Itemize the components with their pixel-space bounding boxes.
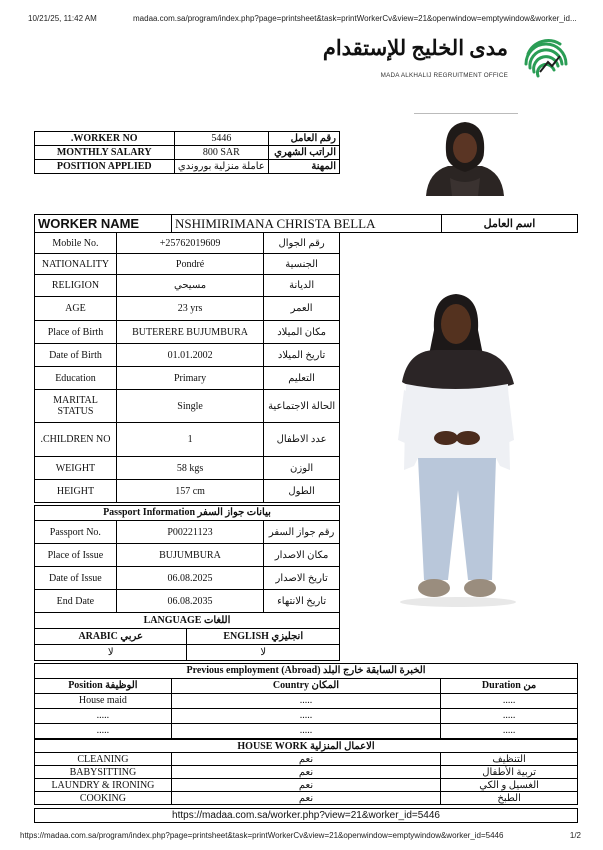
table-row [35,740,578,753]
detail-label: Place of Birth [35,321,117,344]
detail-label: WEIGHT [35,457,117,480]
detail-label-ar: رقم الجوال [264,233,340,254]
print-footer [0,828,603,844]
table-row [35,480,340,503]
detail-value: 58 kgs [116,457,263,480]
worker-name-label: WORKER NAME [35,215,172,233]
table-row [35,423,340,457]
table-row [35,753,578,766]
logo-mark-icon [518,34,574,90]
detail-label-ar: التعليم [264,367,340,390]
house-work-value: نعم [171,753,440,766]
table-row [35,694,578,709]
house-work-label: LAUNDRY & IRONING [35,779,172,792]
detail-label-ar: مكان الميلاد [264,321,340,344]
detail-label-ar: الديانة [264,275,340,297]
detail-value: مسيحي [116,275,263,297]
detail-value: 1 [116,423,263,457]
english-language-value: لا [187,645,340,661]
worker-profile-link[interactable]: https://madaa.com.sa/worker.php?view=21&worker_id=5446 [34,808,578,823]
passport-label: End Date [35,590,117,613]
prev-duration: ..... [441,724,578,739]
logo-english-text: MADA ALKHALIJ REGRUITMENT OFFICE [380,72,508,79]
worker-name-value: NSHIMIRIMANA CHRISTA BELLA [172,215,442,233]
detail-value: 01.01.2002 [116,344,263,367]
print-url-bottom: https://madaa.com.sa/program/index.php?page=printsheet&task=printWorkerCv&view=21&openwindow=emptywindow&worker_id=5446 [20,831,504,840]
passport-label: Date of Issue [35,567,117,590]
table-row [35,613,340,629]
passport-section-title: Passport Information بيانات جواز السفر [34,505,340,521]
detail-value: Single [116,390,263,423]
detail-label: Education [35,367,117,390]
table-row [35,233,340,254]
table-row [35,275,340,297]
detail-label-ar: الجنسية [264,254,340,275]
photo-separator [414,113,518,114]
passport-label-ar: تاريخ الانتهاء [264,590,340,613]
detail-label: RELIGION [35,275,117,297]
table-row [35,160,340,174]
table-row [35,215,578,233]
worker-portrait-photo [418,116,512,196]
english-language-label: ENGLISH انجليزي [187,629,340,645]
table-row [35,521,340,544]
prev-country: ..... [171,694,440,709]
worker-no-value: 5446 [174,132,269,146]
prev-duration: ..... [441,694,578,709]
detail-value: Pondré [116,254,263,275]
detail-value: BUTERERE BUJUMBURA [116,321,263,344]
table-row [35,792,578,805]
language-title: LANGUAGE اللغات [35,613,340,629]
prev-position: House maid [35,694,172,709]
house-work-value: نعم [171,792,440,805]
previous-employment-title: Previous employment (Abroad) الخبرة السابقة خارج البلد [35,664,578,679]
detail-label: Date of Birth [35,344,117,367]
table-row [35,367,340,390]
detail-label: NATIONALITY [35,254,117,275]
worker-no-label: .WORKER NO [35,132,175,146]
company-logo [322,34,574,90]
position-value: عاملة منزلية بوروندي [174,160,269,174]
detail-label-ar: العمر [264,297,340,321]
house-work-value: نعم [171,779,440,792]
detail-label: .CHILDREN NO [35,423,117,457]
detail-label-ar: الطول [264,480,340,503]
detail-value: Primary [116,367,263,390]
table-row [35,254,340,275]
passport-label-ar: رقم جواز السفر [264,521,340,544]
table-row [35,321,340,344]
prev-position: ..... [35,724,172,739]
detail-label: MARITAL STATUS [35,390,117,423]
table-row [35,344,340,367]
passport-value: 06.08.2025 [116,567,264,590]
house-work-label-ar: الطبخ [441,792,578,805]
detail-label: AGE [35,297,117,321]
table-row [35,590,340,613]
house-work-value: نعم [171,766,440,779]
passport-label: Place of Issue [35,544,117,567]
detail-label: HEIGHT [35,480,117,503]
duration-header: Duration من [441,679,578,694]
detail-value: +25762019609 [116,233,263,254]
detail-label-ar: عدد الاطفال [264,423,340,457]
prev-country: ..... [171,724,440,739]
house-work-label: BABYSITTING [35,766,172,779]
house-work-title: HOUSE WORK الاعمال المنزلية [35,740,578,753]
table-row [35,664,578,679]
table-row [35,567,340,590]
detail-label-ar: الوزن [264,457,340,480]
print-header [0,0,603,30]
table-row [35,457,340,480]
salary-label-ar: الراتب الشهري [269,146,340,160]
table-row [35,779,578,792]
prev-duration: ..... [441,709,578,724]
worker-details-table [34,232,340,503]
house-work-label: COOKING [35,792,172,805]
country-header: Country المكان [171,679,440,694]
detail-value: 23 yrs [116,297,263,321]
house-work-label-ar: تربية الأطفال [441,766,578,779]
house-work-table [34,739,578,805]
print-url-top: madaa.com.sa/program/index.php?page=printsheet&task=printWorkerCv&view=21&openwindow=emptywindow&worker_id... [133,14,577,23]
language-table [34,612,340,661]
house-work-label-ar: الغسيل و الكي [441,779,578,792]
prev-position: ..... [35,709,172,724]
logo-arabic-text: مدى الخليج للإستقدام [322,36,508,60]
passport-value: BUJUMBURA [116,544,264,567]
worker-summary-table [34,131,340,174]
table-row [35,390,340,423]
table-row [35,724,578,739]
salary-label: MONTHLY SALARY [35,146,175,160]
arabic-language-label: ARABIC عربي [35,629,187,645]
position-label-ar: المهنة [269,160,340,174]
prev-country: ..... [171,709,440,724]
arabic-language-value: لا [35,645,187,661]
table-row [35,629,340,645]
detail-label-ar: تاريخ الميلاد [264,344,340,367]
position-label: POSITION APPLIED [35,160,175,174]
previous-employment-table [34,663,578,739]
page-number: 1/2 [569,831,581,840]
detail-value: 157 cm [116,480,263,503]
table-row [35,679,578,694]
table-row [35,146,340,160]
position-header: Position الوظيفة [35,679,172,694]
passport-label-ar: مكان الاصدار [264,544,340,567]
worker-no-label-ar: رقم العامل [269,132,340,146]
passport-value: 06.08.2035 [116,590,264,613]
table-row [35,709,578,724]
detail-label-ar: الحالة الاجتماعية [264,390,340,423]
table-row [35,766,578,779]
detail-label: Mobile No. [35,233,117,254]
house-work-label-ar: التنظيف [441,753,578,766]
table-row [35,645,340,661]
passport-label-ar: تاريخ الاصدار [264,567,340,590]
print-timestamp: 10/21/25, 11:42 AM [28,14,97,23]
table-row [35,132,340,146]
passport-value: P00221123 [116,521,264,544]
worker-name-table [34,214,578,233]
table-row [35,297,340,321]
passport-label: Passport No. [35,521,117,544]
passport-table [34,520,340,613]
salary-value: 800 SAR [174,146,269,160]
table-row [35,544,340,567]
worker-name-label-ar: اسم العامل [442,215,578,233]
house-work-label: CLEANING [35,753,172,766]
worker-full-body-photo [388,290,524,612]
